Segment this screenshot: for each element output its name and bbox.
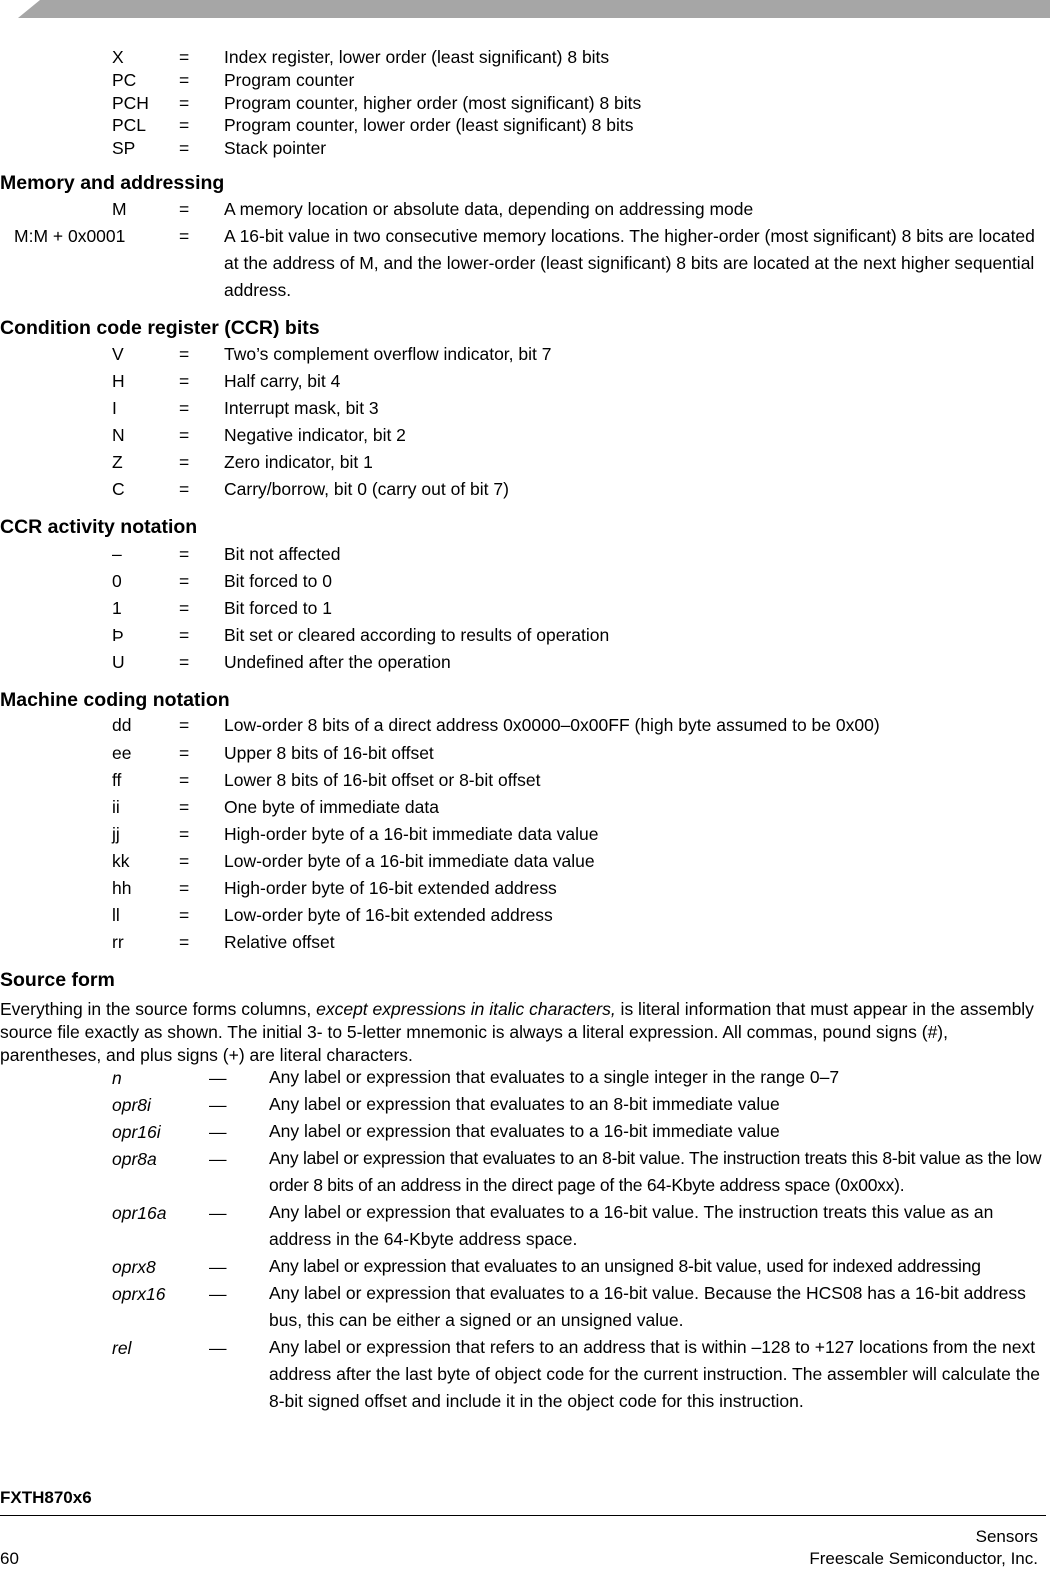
equals: = — [179, 138, 190, 158]
dash: — — [209, 1338, 227, 1358]
definition: Any label or expression that evaluates to a 16-bit immediate value — [269, 1121, 780, 1141]
equals: = — [179, 115, 190, 135]
definition: Bit not affected — [224, 544, 341, 564]
definition: Relative offset — [224, 932, 335, 952]
header-bar — [0, 0, 1050, 18]
page-number: 60 — [0, 1549, 19, 1568]
symbol: 0 — [112, 571, 122, 591]
definition: One byte of immediate data — [224, 797, 439, 817]
symbol: PCL — [112, 115, 147, 135]
definition: Program counter — [224, 70, 355, 90]
symbol: ee — [112, 743, 132, 763]
symbol: opr8i — [112, 1095, 151, 1115]
definition: Carry/borrow, bit 0 (carry out of bit 7) — [224, 479, 509, 499]
symbol: opr16i — [112, 1122, 161, 1142]
symbol: oprx16 — [112, 1284, 166, 1304]
symbol: M — [112, 199, 127, 219]
section-heading-source: Source form — [0, 969, 115, 991]
section-heading-ccr: Condition code register (CCR) bits — [0, 317, 320, 339]
definition: Any label or expression that evaluates to an unsigned 8-bit value, used for indexed addressing — [269, 1256, 981, 1276]
definition: Upper 8 bits of 16-bit offset — [224, 743, 434, 763]
footer-company: Freescale Semiconductor, Inc. — [809, 1549, 1038, 1568]
symbol: rr — [112, 932, 124, 952]
symbol: rel — [112, 1338, 132, 1358]
equals: = — [179, 743, 190, 763]
symbol: ll — [112, 905, 120, 925]
symbol: SP — [112, 138, 136, 158]
equals: = — [179, 878, 190, 898]
definition: Any label or expression that evaluates to an 8-bit value. The instruction treats this 8-bit value as the low order 8 bits of an address in the direct page of the 64-Kbyte address space (0x00xx). — [269, 1148, 1042, 1195]
symbol: kk — [112, 851, 130, 871]
definition: Bit forced to 1 — [224, 598, 332, 618]
symbol: – — [112, 544, 122, 564]
definition: Interrupt mask, bit 3 — [224, 398, 379, 418]
symbol: 1 — [112, 598, 122, 618]
symbol: Z — [112, 452, 123, 472]
definition: Stack pointer — [224, 138, 327, 158]
paragraph-text: Everything in the source forms columns, — [0, 999, 317, 1019]
equals: = — [179, 425, 190, 445]
equals: = — [179, 770, 190, 790]
paragraph-text: is literal information that must appear in the assembly source file exactly as shown. The initial 3- to 5-letter mnemonic is always a literal expression. All commas, pound signs (#), parentheses, and plus signs (+) are literal characters. — [0, 999, 1034, 1065]
equals: = — [179, 598, 190, 618]
symbol: C — [112, 479, 125, 499]
definition: A 16-bit value in two consecutive memory locations. The higher-order (most significant) 8 bits are located at the address of M, and the lower-order (least significant) 8 bits are located at the next higher sequential address. — [224, 226, 1035, 300]
definition: Lower 8 bits of 16-bit offset or 8-bit offset — [224, 770, 541, 790]
symbol: M:M + 0x0001 — [14, 226, 126, 246]
definition: Zero indicator, bit 1 — [224, 452, 373, 472]
equals: = — [179, 70, 190, 90]
symbol: Þ — [112, 625, 124, 645]
paragraph-italic: except expressions in italic characters, — [316, 999, 616, 1019]
section-heading-activity: CCR activity notation — [0, 516, 198, 538]
dash: — — [209, 1068, 227, 1088]
equals: = — [179, 571, 190, 591]
equals: = — [179, 652, 190, 672]
symbol: n — [112, 1068, 122, 1088]
symbol: PC — [112, 70, 137, 90]
definition: Any label or expression that evaluates to a single integer in the range 0–7 — [269, 1067, 840, 1087]
equals: = — [179, 625, 190, 645]
definition: Index register, lower order (least significant) 8 bits — [224, 47, 610, 67]
definition: Any label or expression that evaluates to a 16-bit value. The instruction treats this value as an address in the 64-Kbyte address space. — [269, 1202, 994, 1249]
definition: Negative indicator, bit 2 — [224, 425, 406, 445]
equals: = — [179, 824, 190, 844]
definition: A memory location or absolute data, depending on addressing mode — [224, 199, 754, 219]
equals: = — [179, 398, 190, 418]
symbol: X — [112, 47, 124, 67]
symbol: PCH — [112, 93, 149, 113]
symbol: oprx8 — [112, 1257, 156, 1277]
definition: Low-order byte of a 16-bit immediate data value — [224, 851, 595, 871]
symbol: N — [112, 425, 125, 445]
footer-divider — [0, 1515, 1046, 1516]
symbol: dd — [112, 715, 132, 735]
symbol: opr8a — [112, 1149, 157, 1169]
symbol: I — [112, 398, 117, 418]
equals: = — [179, 715, 190, 735]
definition: Any label or expression that evaluates to a 16-bit value. Because the HCS08 has a 16-bit address bus, this can be either a signed or an unsigned value. — [269, 1283, 1026, 1330]
dash: — — [209, 1095, 227, 1115]
equals: = — [179, 47, 190, 67]
document-title: FXTH870x6 — [0, 1488, 92, 1507]
symbol: opr16a — [112, 1203, 167, 1223]
definition: Program counter, higher order (most significant) 8 bits — [224, 93, 642, 113]
equals: = — [179, 199, 190, 219]
section-heading-memory: Memory and addressing — [0, 172, 225, 194]
definition: Program counter, lower order (least significant) 8 bits — [224, 115, 634, 135]
definition: Any label or expression that refers to an address that is within –128 to +127 locations from the next address after the last byte of object code for the current instruction. The assembler will calculate the 8-bit signed offset and include it in the object code for this instruction. — [269, 1337, 1041, 1411]
equals: = — [179, 544, 190, 564]
equals: = — [179, 344, 190, 364]
dash: — — [209, 1122, 227, 1142]
definition: Low-order 8 bits of a direct address 0x0000–0x00FF (high byte assumed to be 0x00) — [224, 715, 880, 735]
definition: Bit forced to 0 — [224, 571, 332, 591]
definition: Two’s complement overflow indicator, bit 7 — [224, 344, 552, 364]
definition: Half carry, bit 4 — [224, 371, 341, 391]
definition: Undefined after the operation — [224, 652, 451, 672]
section-heading-machine: Machine coding notation — [0, 689, 230, 711]
symbol: hh — [112, 878, 132, 898]
dash: — — [209, 1203, 227, 1223]
dash: — — [209, 1149, 227, 1169]
dash: — — [209, 1284, 227, 1304]
source-form-paragraph — [0, 998, 1048, 1067]
definition: High-order byte of 16-bit extended address — [224, 878, 557, 898]
footer-section: Sensors — [975, 1527, 1038, 1546]
symbol: V — [112, 344, 124, 364]
equals: = — [179, 371, 190, 391]
dash: — — [209, 1257, 227, 1277]
definition: Bit set or cleared according to results of operation — [224, 625, 610, 645]
symbol: H — [112, 371, 125, 391]
equals: = — [179, 479, 190, 499]
equals: = — [179, 932, 190, 952]
equals: = — [179, 797, 190, 817]
equals: = — [179, 452, 190, 472]
symbol: U — [112, 652, 125, 672]
symbol: ff — [112, 770, 122, 790]
equals: = — [179, 851, 190, 871]
symbol: ii — [112, 797, 120, 817]
definition: High-order byte of a 16-bit immediate data value — [224, 824, 599, 844]
equals: = — [179, 93, 190, 113]
equals: = — [179, 226, 190, 246]
equals: = — [179, 905, 190, 925]
definition: Any label or expression that evaluates to an 8-bit immediate value — [269, 1094, 780, 1114]
symbol: jj — [112, 824, 120, 844]
definition: Low-order byte of 16-bit extended address — [224, 905, 553, 925]
